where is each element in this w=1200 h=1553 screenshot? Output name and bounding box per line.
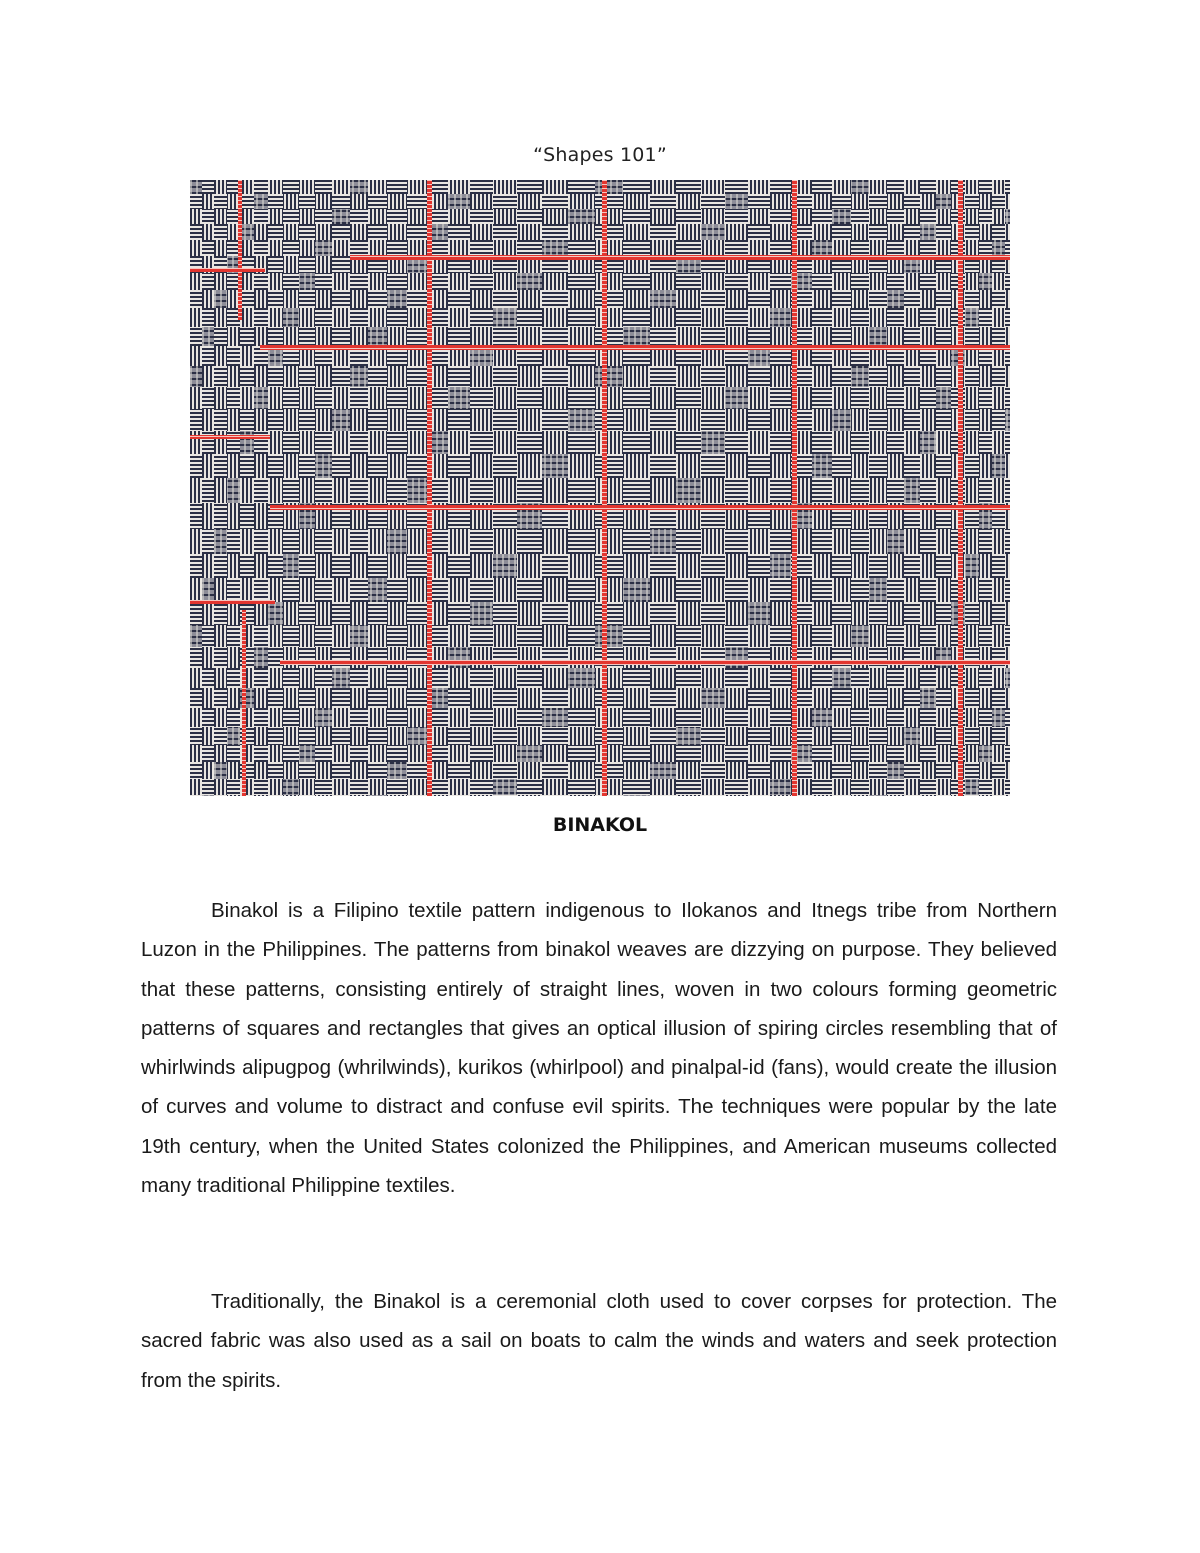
paragraph-binakol-origin: Binakol is a Filipino textile pattern indigenous to Ilokanos and Itnegs tribe from Northern Luzon in the Philippines. The patterns from binakol weaves are dizzying on purpose. They believed that these patterns, consisting entirely of straight lines, woven in two colours forming geometric patterns of squares and rectangles that gives an optical illusion of spiring circles resembling that of whirlwinds alipugpog (whrilwinds), kurikos (whirlpool) and pinalpal-id (fans), would create the illusion of curves and volume to distract and confuse evil spirits. The techniques were popular by the late 19th century, when the United States colonized the Philippines, and American museums collected many traditional Philippine textiles. <box>141 899 1057 1198</box>
document-title: “Shapes 101” <box>533 144 667 166</box>
image-caption: BINAKOL <box>552 814 648 836</box>
paragraph-binakol-tradition: Traditionally, the Binakol is a ceremonial cloth used to cover corpses for protection. The sacred fabric was also used as a sail on boats to calm the winds and waters and seek protection from the spirits. <box>141 1290 1057 1392</box>
binakol-textile-image <box>190 180 1010 796</box>
